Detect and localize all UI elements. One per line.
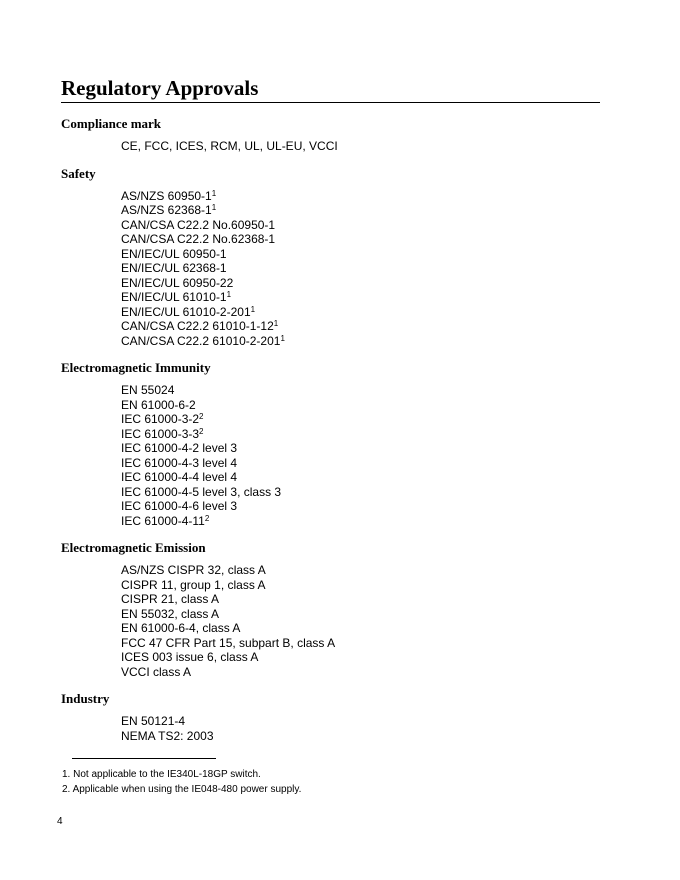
standard-item xyxy=(121,218,621,233)
standard-name: CAN/CSA C22.2 No.62368-1 xyxy=(121,232,276,246)
section-heading: Compliance mark xyxy=(61,116,162,131)
standard-item xyxy=(121,319,621,334)
standards-list xyxy=(121,383,621,528)
standard-item xyxy=(121,290,621,305)
standard-item xyxy=(121,578,621,593)
section-heading: Industry xyxy=(61,691,110,706)
footnote-ref: 2 xyxy=(199,412,204,421)
standard-name: CISPR 21, class A xyxy=(121,592,220,606)
standard-name: EN/IEC/UL 60950-22 xyxy=(121,275,234,290)
standard-item xyxy=(121,383,621,398)
standard-item xyxy=(121,189,621,204)
footnote-ref: 1 xyxy=(250,304,256,314)
standard-name: IEC 61000-3-2 xyxy=(121,412,200,426)
footnote-ref: 1 xyxy=(273,319,279,328)
standard-item xyxy=(121,650,621,665)
footnotes-list xyxy=(62,768,301,797)
standard-name: CISPR 11, group 1, class A xyxy=(121,577,266,592)
standard-item xyxy=(121,247,621,262)
title-divider xyxy=(61,102,600,103)
standards-list xyxy=(121,563,621,679)
regulatory-section xyxy=(61,689,621,743)
regulatory-section xyxy=(61,114,621,154)
regulatory-section xyxy=(61,538,621,679)
standard-item xyxy=(121,139,621,154)
footnote-divider xyxy=(72,758,216,759)
footnote-ref: 1 xyxy=(280,333,285,343)
standard-name: IEC 61000-3-3 xyxy=(121,426,200,441)
footnote-ref: 2 xyxy=(204,513,210,523)
sections-container xyxy=(61,114,621,743)
standard-item xyxy=(121,607,621,622)
standard-name: NEMA TS2: 2003 xyxy=(121,728,214,743)
standard-item xyxy=(121,261,621,276)
standard-name: AS/NZS 60950-1 xyxy=(121,188,212,203)
standard-name: CAN/CSA C22.2 61010-1-12 xyxy=(121,319,274,333)
standard-name: EN 55032, class A xyxy=(121,606,220,621)
standard-name: CAN/CSA C22.2 61010-2-201 xyxy=(121,333,281,348)
footnote-ref: 1 xyxy=(211,203,217,212)
standard-item xyxy=(121,470,621,485)
standard-name: EN 61000-6-2 xyxy=(121,397,196,412)
standard-item xyxy=(121,398,621,413)
standard-name: IEC 61000-4-4 level 4 xyxy=(121,470,238,484)
standard-item xyxy=(121,427,621,442)
standard-name: EN 55024 xyxy=(121,383,175,397)
page-title: Regulatory Approvals xyxy=(61,76,259,100)
standard-name: EN/IEC/UL 61010-2-201 xyxy=(121,304,251,319)
footnote-ref: 1 xyxy=(211,188,217,198)
standard-name: IEC 61000-4-5 level 3, class 3 xyxy=(121,484,282,499)
standard-item xyxy=(121,514,621,529)
standard-name: CE, FCC, ICES, RCM, UL, UL-EU, VCCI xyxy=(121,139,338,153)
standard-item xyxy=(121,665,621,680)
standard-name: IEC 61000-4-6 level 3 xyxy=(121,499,238,513)
section-heading: Electromagnetic Emission xyxy=(61,540,206,555)
standard-name: VCCI class A xyxy=(121,664,192,679)
standard-item xyxy=(121,729,621,744)
standard-item xyxy=(121,334,621,349)
standard-name: IEC 61000-4-2 level 3 xyxy=(121,441,238,455)
footnote-ref: 2 xyxy=(199,426,204,436)
standard-item xyxy=(121,412,621,427)
standard-name: EN 61000-6-4, class A xyxy=(121,621,241,635)
standard-item xyxy=(121,441,621,456)
section-heading: Electromagnetic Immunity xyxy=(61,360,211,375)
standard-name: EN/IEC/UL 61010-1 xyxy=(121,290,227,304)
standards-list xyxy=(121,139,621,154)
page-number: 4 xyxy=(57,816,63,827)
regulatory-section xyxy=(61,358,621,528)
regulatory-section xyxy=(61,164,621,349)
standard-name: AS/NZS 62368-1 xyxy=(121,203,212,217)
standard-name: EN/IEC/UL 60950-1 xyxy=(121,246,227,261)
standard-name: EN 50121-4 xyxy=(121,714,186,728)
standards-list xyxy=(121,189,621,349)
footnote-ref: 1 xyxy=(226,290,232,299)
standard-item xyxy=(121,276,621,291)
standard-item xyxy=(121,485,621,500)
standard-item xyxy=(121,456,621,471)
standard-item xyxy=(121,621,621,636)
standard-item xyxy=(121,499,621,514)
standard-name: CAN/CSA C22.2 No.60950-1 xyxy=(121,217,276,232)
footnote: 2. Applicable when using the IE048-480 power supply. xyxy=(62,783,302,795)
standard-item xyxy=(121,714,621,729)
standard-name: IEC 61000-4-11 xyxy=(121,513,205,528)
standard-item xyxy=(121,563,621,578)
standard-name: IEC 61000-4-3 level 4 xyxy=(121,455,238,470)
standard-name: AS/NZS CISPR 32, class A xyxy=(121,563,266,577)
footnote: 1. Not applicable to the IE340L-18GP switch. xyxy=(62,769,261,780)
standard-item xyxy=(121,232,621,247)
standards-list xyxy=(121,714,621,743)
standard-name: FCC 47 CFR Part 15, subpart B, class A xyxy=(121,635,336,650)
standard-item xyxy=(121,203,621,218)
standard-item xyxy=(121,636,621,651)
standard-item xyxy=(121,592,621,607)
standard-name: EN/IEC/UL 62368-1 xyxy=(121,261,227,275)
standard-item xyxy=(121,305,621,320)
standard-name: ICES 003 issue 6, class A xyxy=(121,650,259,664)
section-heading: Safety xyxy=(61,165,96,181)
